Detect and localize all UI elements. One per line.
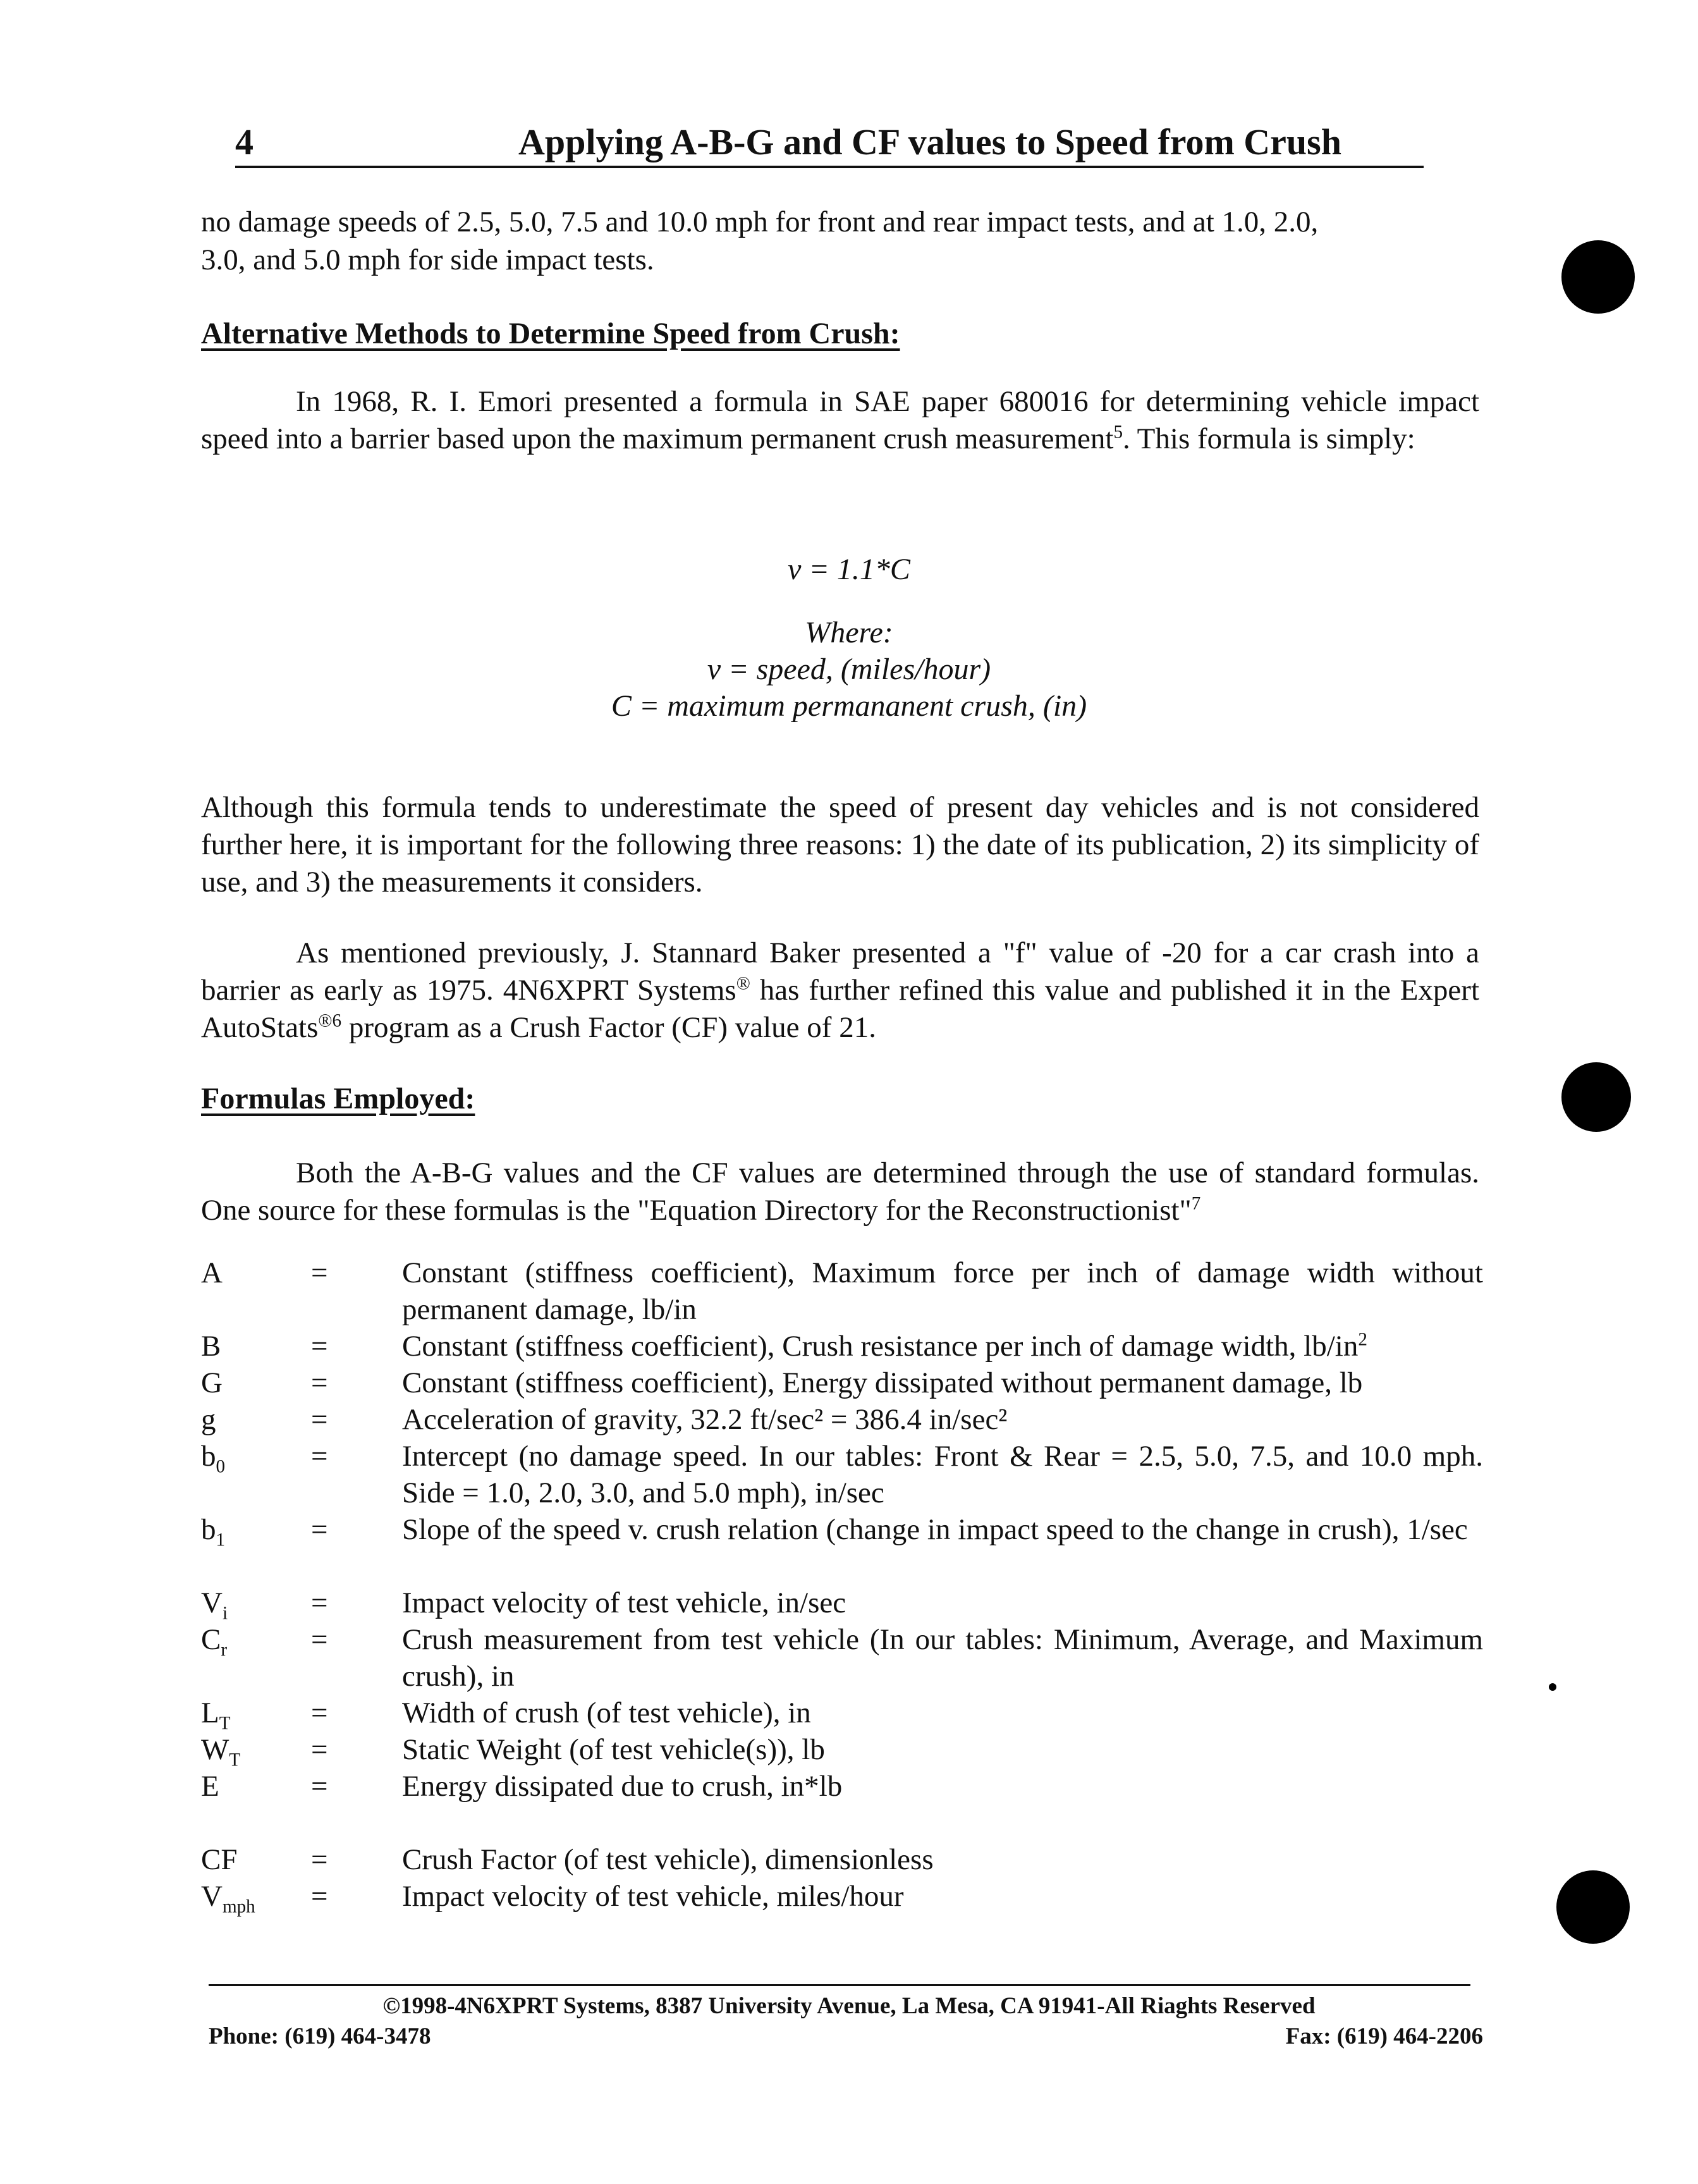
- symbol-subscript: mph: [222, 1896, 255, 1917]
- symbol-letter: V: [201, 1880, 223, 1913]
- where-c-definition: C = maximum permananent crush, (in): [611, 689, 1087, 723]
- footnote-ref-5: 5: [1113, 422, 1123, 443]
- symbol-letter: CF: [201, 1843, 238, 1876]
- definition-symbol: [201, 1695, 296, 1734]
- symbol-subscript: r: [221, 1640, 228, 1660]
- header-rule: [235, 166, 1424, 168]
- definition-description: Acceleration of gravity, 32.2 ft/sec² = 386.4 in/sec²: [402, 1403, 1008, 1436]
- punch-hole-top: [1561, 240, 1635, 314]
- symbol-letter: b: [201, 1513, 216, 1546]
- intro-line-1: no damage speeds of 2.5, 5.0, 7.5 and 10.0 mph for front and rear impact tests, and at 1.0, 2.0,: [201, 206, 1319, 238]
- definition-equals: =: [311, 1366, 328, 1399]
- definition-description: Static Weight (of test vehicle(s)), lb: [402, 1733, 825, 1766]
- definition-text: [402, 1585, 1483, 1621]
- symbol-letter: G: [201, 1366, 223, 1399]
- definition-text: [402, 1401, 1483, 1438]
- definition-equals: =: [311, 1623, 328, 1656]
- definition-text: [402, 1621, 1483, 1695]
- definition-equals: =: [311, 1770, 328, 1803]
- definition-symbol: [201, 1511, 296, 1548]
- punch-hole-bottom: [1556, 1870, 1630, 1944]
- symbol-letter: B: [201, 1330, 221, 1363]
- definition-symbol: [201, 1365, 296, 1401]
- definition-symbol: [201, 1841, 296, 1878]
- definition-text: [402, 1768, 1483, 1805]
- definition-equals: =: [311, 1403, 328, 1436]
- symbol-letter: W: [201, 1733, 229, 1766]
- paragraph-baker-text: As mentioned previously, J. Stannard Baker presented a "f" value of -20 for a car crash into a barrier as early as 1975. 4N6XPRT Systems: [201, 936, 1479, 1007]
- section-heading-formulas-employed: Formulas Employed:: [201, 1082, 475, 1115]
- where-label: Where:: [805, 616, 893, 649]
- symbol-subscript: 1: [216, 1530, 226, 1550]
- footer-fax: Fax: (619) 464-2206: [1285, 2023, 1483, 2049]
- paragraph-emori-tail: . This formula is simply:: [1123, 422, 1415, 455]
- definition-description: Constant (stiffness coefficient), Maximum force per inch of damage width without permanent damage, lb/in: [402, 1256, 1483, 1326]
- equation-emori: v = 1.1*C: [788, 553, 910, 586]
- page-title: Applying A-B-G and CF values to Speed from Crush: [518, 121, 1341, 163]
- definition-equals: =: [311, 1733, 328, 1766]
- definition-symbol: [201, 1585, 296, 1624]
- definition-equals: =: [311, 1513, 328, 1546]
- definition-symbol: [201, 1768, 296, 1805]
- paragraph-emori: [201, 383, 1479, 458]
- footnote-ref-7: 7: [1191, 1193, 1201, 1214]
- definition-equals: =: [311, 1696, 328, 1729]
- section-heading-alternative-methods: Alternative Methods to Determine Speed from Crush:: [201, 317, 900, 350]
- definition-symbol: [201, 1731, 296, 1768]
- definition-text: [402, 1695, 1483, 1731]
- definition-text: [402, 1841, 1483, 1878]
- symbol-letter: L: [201, 1696, 219, 1729]
- symbol-subscript: 0: [216, 1456, 226, 1477]
- definition-equals: =: [311, 1256, 328, 1289]
- paragraph-baker: [201, 935, 1479, 1046]
- definition-text: [402, 1878, 1483, 1915]
- definition-description: Impact velocity of test vehicle, miles/hour: [402, 1880, 904, 1913]
- definition-text: [402, 1511, 1483, 1548]
- registered-mark: ®: [736, 973, 750, 994]
- paragraph-baker-mid: has further refined this value and published it in the Expert AutoStats: [201, 974, 1479, 1044]
- footer-phone: Phone: (619) 464-3478: [209, 2023, 431, 2049]
- definition-text: [402, 1255, 1483, 1328]
- intro-line-2: 3.0, and 5.0 mph for side impact tests.: [201, 243, 654, 276]
- definition-symbol: [201, 1255, 296, 1291]
- definition-description: Crush measurement from test vehicle (In our tables: Minimum, Average, and Maximum crush), in: [402, 1623, 1483, 1693]
- paragraph-emori-text: In 1968, R. I. Emori presented a formula in SAE paper 680016 for determining vehicle impact speed into a barrier based upon the maximum permanent crush measurement: [201, 385, 1479, 455]
- symbol-letter: C: [201, 1623, 221, 1656]
- page-number: 4: [235, 121, 253, 163]
- paragraph-baker-tail: program as a Crush Factor (CF) value of 21.: [341, 1011, 876, 1044]
- definition-equals: =: [311, 1880, 328, 1913]
- definition-superscript: 2: [1358, 1329, 1367, 1350]
- definition-description: Energy dissipated due to crush, in*lb: [402, 1770, 843, 1803]
- definition-text: [402, 1328, 1483, 1365]
- definition-text: [402, 1731, 1483, 1768]
- paragraph-formulas: [201, 1155, 1479, 1229]
- definition-text: [402, 1365, 1483, 1401]
- footer-copyright: ©1998-4N6XPRT Systems, 8387 University Avenue, La Mesa, CA 91941-All Riaghts Reserved: [382, 1993, 1316, 2019]
- symbol-letter: E: [201, 1770, 219, 1803]
- definition-symbol: [201, 1401, 296, 1438]
- symbol-letter: A: [201, 1256, 223, 1289]
- paragraph-formulas-text: Both the A-B-G values and the CF values are determined through the use of standard formulas. One source for these formulas is the "Equation Directory for the Reconstructionist": [201, 1156, 1479, 1227]
- definition-equals: =: [311, 1330, 328, 1363]
- symbol-subscript: i: [222, 1603, 228, 1624]
- definition-description: Impact velocity of test vehicle, in/sec: [402, 1586, 846, 1619]
- symbol-letter: b: [201, 1440, 216, 1473]
- definition-symbol: [201, 1438, 296, 1475]
- definition-description: Slope of the speed v. crush relation (change in impact speed to the change in crush), 1/sec: [402, 1513, 1468, 1546]
- definition-description: Constant (stiffness coefficient), Crush resistance per inch of damage width, lb/in: [402, 1330, 1359, 1363]
- footnote-ref-6: ®6: [318, 1010, 342, 1031]
- definition-equals: =: [311, 1440, 328, 1473]
- definition-description: Crush Factor (of test vehicle), dimensionless: [402, 1843, 934, 1876]
- definition-symbol: [201, 1878, 296, 1915]
- definition-description: Constant (stiffness coefficient), Energy dissipated without permanent damage, lb: [402, 1366, 1363, 1399]
- definition-equals: =: [311, 1843, 328, 1876]
- symbol-letter: V: [201, 1586, 223, 1619]
- symbol-subscript: T: [219, 1713, 231, 1734]
- definition-symbol: [201, 1621, 296, 1658]
- definition-symbol: [201, 1328, 296, 1365]
- symbol-letter: g: [201, 1403, 216, 1436]
- definition-equals: =: [311, 1586, 328, 1619]
- paragraph-formula-importance: Although this formula tends to underestimate the speed of present day vehicles and is not considered further here, it is important for the following three reasons: 1) the date of its publication, 2) its simplicity of use, and 3) the measurements it considers.: [201, 791, 1479, 899]
- definition-text: [402, 1438, 1483, 1511]
- speck-mark: [1549, 1683, 1556, 1691]
- where-v-definition: v = speed, (miles/hour): [707, 653, 991, 686]
- punch-hole-middle: [1561, 1062, 1631, 1132]
- footer-rule: [209, 1984, 1470, 1986]
- definition-description: Width of crush (of test vehicle), in: [402, 1696, 811, 1729]
- symbol-subscript: T: [229, 1750, 241, 1770]
- definition-description: Intercept (no damage speed. In our tables: Front & Rear = 2.5, 5.0, 7.5, and 10.0 mph. Side = 1.0, 2.0, 3.0, and 5.0 mph), in/sec: [402, 1440, 1483, 1509]
